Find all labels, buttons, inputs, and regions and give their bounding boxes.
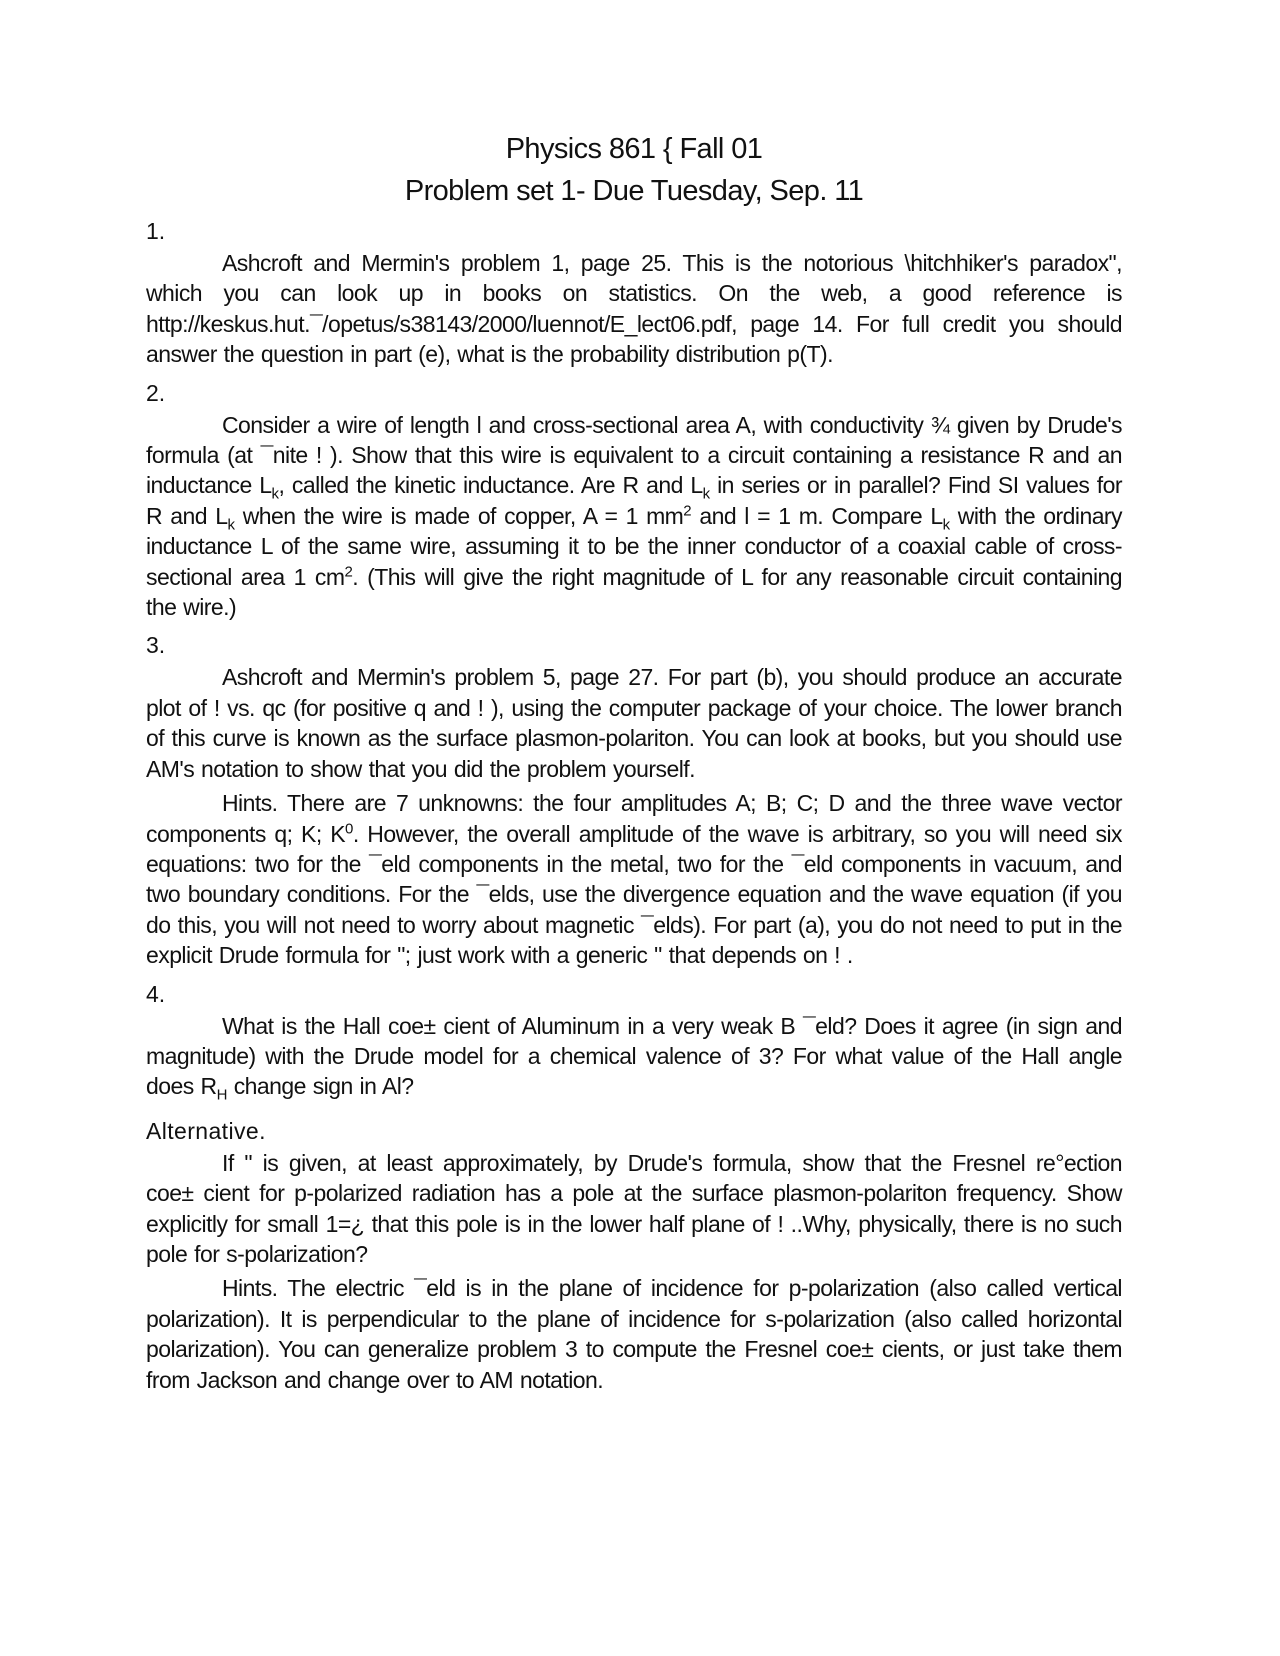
- problem-3-text: Ashcroft and Mermin's problem 5, page 27. For part (b), you should produce an accurate plot of ! vs. qc (for positive q and ! ), using the computer package of your choice. The lower branch of this curve is known as the surface plasmon-polariton. You can look at books, but you should use AM's notation to show that you did the problem yourself.: [146, 664, 1122, 782]
- alternative-text: If " is given, at least approximately, by Drude's formula, show that the Fresnel re°ection coe± cient for p-polarized radiation has a pole at the surface plasmon-polariton frequency. Show explicitly for small 1=¿ that this pole is in the lower half plane of ! ..Why, physically, there is no such pole for s-polarization?: [146, 1149, 1122, 1267]
- problem-2-text: Consider a wire of length l and cross-sectional area A, with conductivity ¾ given by Drude's formula (at ¯nite ! ). Show that this wire is equivalent to a circuit containing a resistance R and an inductance $L_k$, called the kinetic inductance. Are R and $L_k$ in series or in parallel? Find SI values for R and $L_k$ when the wire is made of copper, A = 1 $mm^2$ and l = 1 m. Compare $L_k$ with the ordinary inductance L of the same wire, assuming it to be the inner conductor of a coaxial cable of cross-sectional area 1 $cm^2$. (This will give the right magnitude of L for any reasonable circuit containing the wire.): [146, 411, 1123, 621]
- alternative-hints: Hints. The electric ¯eld is in the plane of incidence for p-polarization (also called vertical polarization). It is perpendicular to the plane of incidence for s-polarization (also called horizontal polarization). You can generalize problem 3 to compute the Fresnel coe± cients, or just take them from Jackson and change over to AM notation.: [146, 1275, 1122, 1393]
- title-problem-set: Problem set 1- Due Tuesday, Sep. 11: [404, 175, 864, 207]
- title-course: Physics 861 { Fall 01: [505, 133, 763, 165]
- document-title: [146, 128, 1122, 212]
- problem-1-text: Ashcroft and Mermin's problem 1, page 25. This is the notorious \hitchhiker's paradox", which you can look up in books on statistics. On the web, a good reference is http://keskus.hut.¯/opetus/s38143/2000/luennot/E_lect06.pdf, page 14. For full credit you should answer the question in part (e), what is the probability distribution p(T).: [146, 250, 1122, 368]
- problem-4-number: 4.: [146, 980, 166, 1007]
- problem-3-hints: Hints. There are 7 unknowns: the four amplitudes A; B; C; D and the three wave vector components q; K; $K^0$. However, the overall amplitude of the wave is arbitrary, so you will need six equations: two for the ¯eld components in the metal, two for the ¯eld components in vacuum, and two boundary conditions. For the ¯elds, use the divergence equation and the wave equation (if you do this, you will not need to worry about magnetic ¯elds). For part (a), you do not need to put in the explicit Drude formula for "; just work with a generic " that depends on ! .: [146, 790, 1122, 969]
- problem-set-page: [146, 128, 1122, 1399]
- problem-1-number: 1.: [146, 218, 166, 244]
- problem-2-number: 2.: [146, 379, 166, 406]
- problem-4-text: What is the Hall coe± cient of Aluminum in a very weak B ¯eld? Does it agree (in sign and magnitude) with the Drude model for a chemical valence of 3? For what value of the Hall angle does $R_H$ change sign in Al?: [146, 1012, 1122, 1104]
- problem-3-number: 3.: [146, 632, 166, 659]
- alternative-heading: Alternative.: [146, 1117, 266, 1144]
